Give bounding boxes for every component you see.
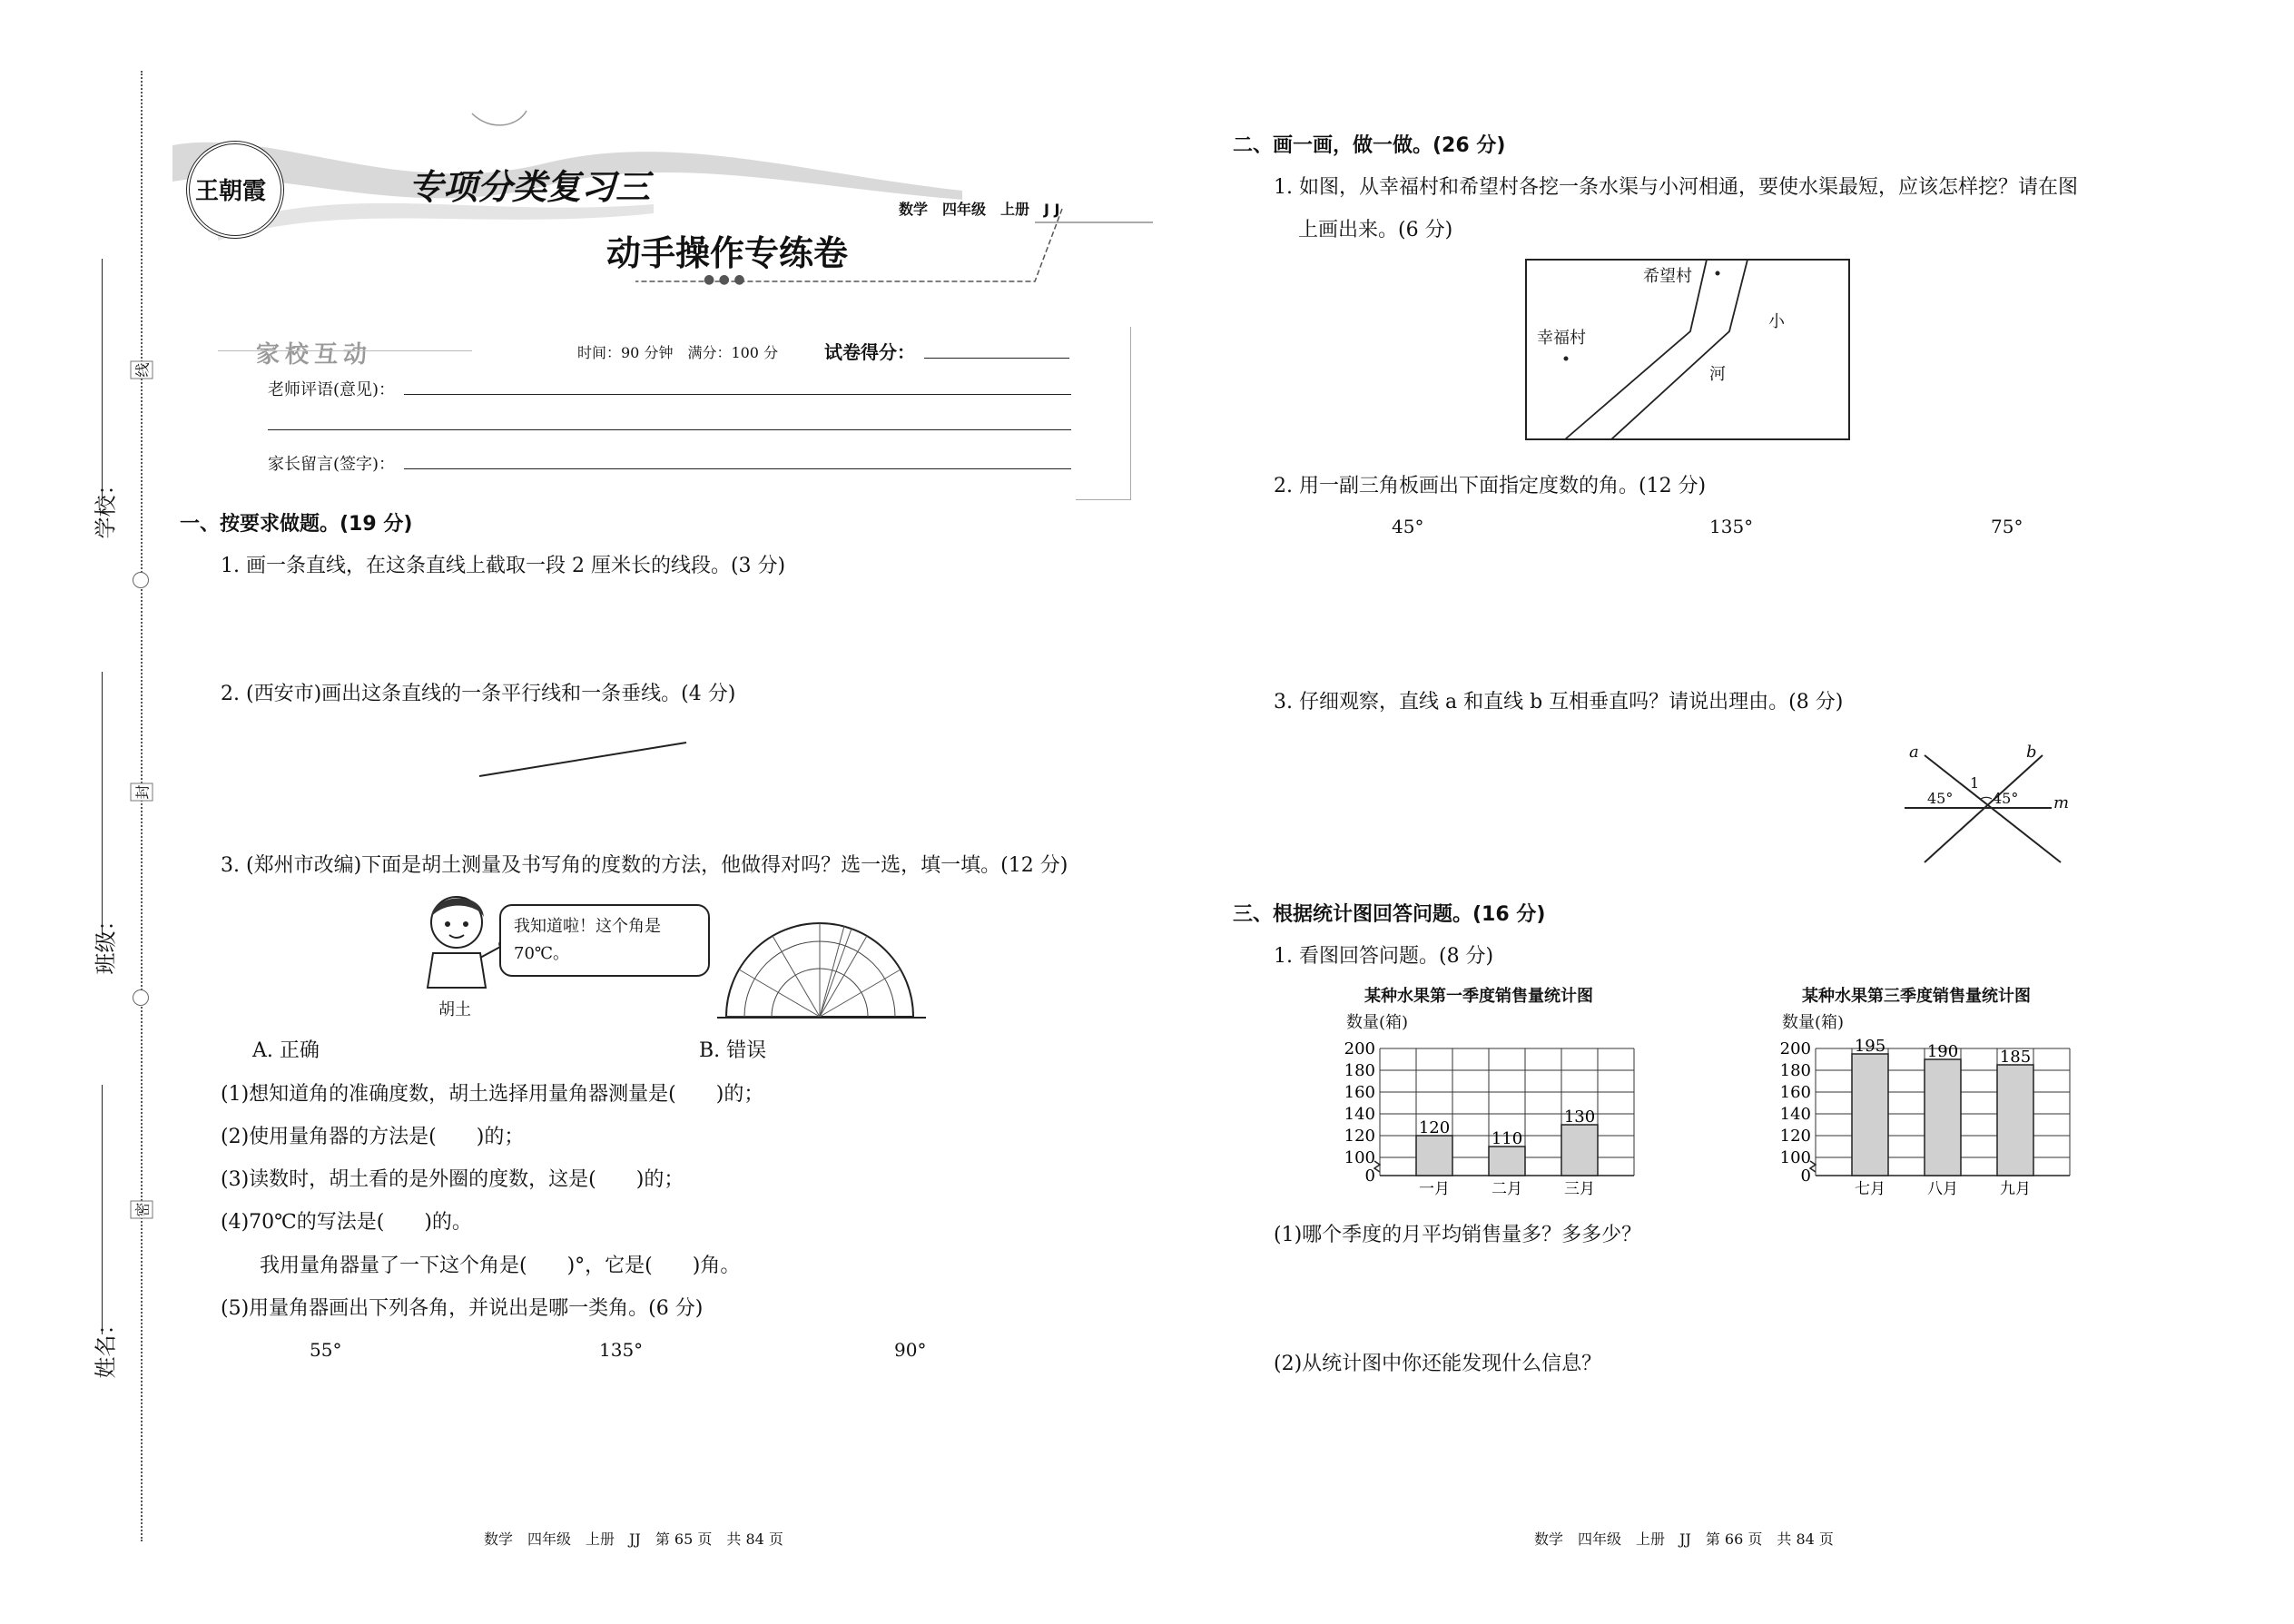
chart2-xtick: 九月 [2000,1180,2031,1198]
left-q2: 2. (西安市)画出这条直线的一条平行线和一条垂线。(4 分) [221,683,736,705]
chart2-xtick: 八月 [1927,1180,1958,1198]
chart1-xtick: 二月 [1492,1180,1522,1198]
chart2-data-label: 185 [1999,1048,2032,1067]
logo-text: 王朝霞 [195,178,267,205]
fig-label-m: m [2053,793,2070,812]
teacher-comment-field[interactable] [404,394,1071,395]
chart2-ytick: 0 [1800,1166,1811,1186]
right-q2: 2. 用一副三角板画出下面指定度数的角。(12 分) [1274,475,1707,497]
left-footer: 数学 四年级 上册 JJ 第 65 页 共 84 页 [484,1530,783,1548]
chart2-data-label: 195 [1854,1037,1886,1056]
seal-char-2: 封 [131,782,153,801]
binding-dotted-line [141,71,143,1541]
sub-question-3: (3)读数时，胡土看的是外圈的度数，这是( )的； [221,1168,684,1191]
chart1-bar [1416,1136,1452,1176]
chart1-bar [1489,1147,1525,1176]
speech-line-1: 我知道啦！这个角是 [514,917,661,936]
name-field[interactable] [102,1085,103,1334]
right-q1-line2: 上画出来。(6 分) [1298,219,1453,241]
chart1 [1334,1030,1652,1212]
chart1-ytick: 0 [1364,1166,1375,1186]
parent-comment-field[interactable] [404,468,1071,469]
chart1-xtick: 三月 [1564,1180,1595,1198]
section3-title: 三、根据统计图回答问题。(16 分) [1233,903,1546,926]
exam-title: 动手操作专练卷 [606,232,849,273]
sub-question-4b: 我用量角器量了一下这个角是( )°，它是( )角。 [260,1255,741,1277]
home-school-label: 家校互动 [256,341,373,369]
home-school-rule [218,350,472,351]
chart2-ytick: 200 [1779,1039,1811,1058]
teacher-comment-label: 老师评语(意见)： [268,380,396,399]
chart2 [1770,1030,2088,1212]
section1-title: 一、按要求做题。(19 分) [180,513,413,536]
chart1-xtick: 一月 [1419,1180,1450,1198]
angle-135: 135° [599,1339,644,1361]
chart2-ytick: 140 [1779,1105,1811,1124]
map-label-river-2: 河 [1709,365,1726,384]
score-field[interactable] [924,358,1069,359]
angle-135-right: 135° [1709,516,1754,537]
chart2-bar [1997,1065,2033,1176]
intersecting-lines-figure [1897,744,2079,871]
chart2-bar [1925,1059,1961,1176]
fig-label-b: b [2026,743,2037,762]
right-footer: 数学 四年级 上册 JJ 第 66 页 共 84 页 [1534,1530,1834,1548]
speech-line-2: 70℃。 [514,944,570,963]
sub-question-2: (2)使用量角器的方法是( )的； [221,1126,525,1148]
chart2-data-label: 190 [1926,1042,1959,1061]
class-label: 班级： [93,909,119,975]
chart1-ytick: 160 [1344,1083,1375,1102]
seal-char-1: 线 [131,360,153,379]
protractor-illustration [717,894,926,1021]
teacher-comment-field-2[interactable] [268,429,1071,430]
subject-tag: 数学 四年级 上册 J J [899,201,1060,218]
time-info: 时间：90 分钟 满分：100 分 [577,344,779,361]
chart2-title: 某种水果第三季度销售量统计图 [1802,987,2031,1006]
chart1-data-label: 130 [1563,1107,1596,1127]
class-field[interactable] [102,672,103,935]
sub-question-4: (4)70℃的写法是( )的。 [221,1211,472,1234]
seal-circle-top [133,572,149,588]
right-q3: 3. 仔细观察，直线 a 和直线 b 互相垂直吗？请说出理由。(8 分) [1274,691,1844,714]
school-field[interactable] [102,259,103,504]
chart2-ylabel: 数量(箱) [1782,1013,1845,1032]
fig-label-a: a [1909,743,1919,762]
section2-title: 二、画一画，做一做。(26 分) [1233,134,1506,157]
angle-45: 45° [1392,516,1424,537]
score-label: 试卷得分： [824,341,915,363]
chart1-ytick: 180 [1344,1061,1375,1080]
given-line [472,740,690,785]
section3-sub2: (2)从统计图中你还能发现什么信息？ [1274,1353,1602,1375]
fig-label-1: 1 [1970,774,1980,792]
angle-75: 75° [1991,516,2023,537]
chart2-bar [1852,1054,1888,1176]
fig-label-right-angle: 45° [1993,790,2019,807]
boy-illustration [413,890,513,989]
section3-sub1: (1)哪个季度的月平均销售量多？多多少？ [1274,1224,1642,1246]
section3-q1: 1. 看图回答问题。(8 分) [1274,945,1494,968]
chart1-ytick: 100 [1344,1148,1375,1167]
chart1-data-label: 120 [1418,1118,1451,1137]
boy-name: 胡土 [438,1000,471,1019]
left-q1: 1. 画一条直线，在这条直线上截取一段 2 厘米长的线段。(3 分) [221,555,786,577]
option-b: B. 错误 [699,1039,767,1062]
chart1-ytick: 200 [1344,1039,1375,1058]
option-a: A. 正确 [252,1039,320,1062]
series-title: 专项分类复习三 [409,167,651,207]
chart1-title: 某种水果第一季度销售量统计图 [1364,987,1593,1006]
map-label-village-a: 希望村 [1643,267,1692,286]
fig-label-left-angle: 45° [1927,790,1954,807]
title-dots: ● ● ● [704,272,745,287]
chart2-ytick: 120 [1779,1127,1811,1146]
chart1-bar [1561,1125,1598,1176]
seal-circle-bottom [133,989,149,1006]
map-label-village-b: 幸福村 [1537,329,1586,348]
sub-question-1: (1)想知道角的准确度数，胡土选择用量角器测量是( )的； [221,1083,764,1106]
chart2-ytick: 160 [1779,1083,1811,1102]
chart1-ytick: 140 [1344,1105,1375,1124]
angle-90: 90° [894,1339,927,1361]
map-label-river-1: 小 [1768,312,1785,331]
chart1-ytick: 120 [1344,1127,1375,1146]
chart2-ytick: 100 [1779,1148,1811,1167]
left-q3: 3. (郑州市改编)下面是胡土测量及书写角的度数的方法，他做得对吗？选一选，填一填。(12 分) [221,854,1068,877]
sub-question-5: (5)用量角器画出下列各角，并说出是哪一类角。(6 分) [221,1297,704,1320]
right-q1-line1: 1. 如图，从幸福村和希望村各挖一条水渠与小河相通，要使水渠最短，应该怎样挖？请在图 [1274,176,2078,199]
angle-55: 55° [310,1339,342,1361]
chart1-ylabel: 数量(箱) [1346,1013,1409,1032]
comment-box-bracket [1076,327,1131,500]
seal-char-3: 密 [131,1200,153,1218]
name-label: 姓名： [93,1313,119,1379]
school-label: 学校： [93,473,119,539]
chart2-xtick: 七月 [1855,1180,1885,1198]
parent-comment-label: 家长留言(签字)： [268,455,396,474]
chart2-ytick: 180 [1779,1061,1811,1080]
chart1-data-label: 110 [1491,1129,1523,1148]
